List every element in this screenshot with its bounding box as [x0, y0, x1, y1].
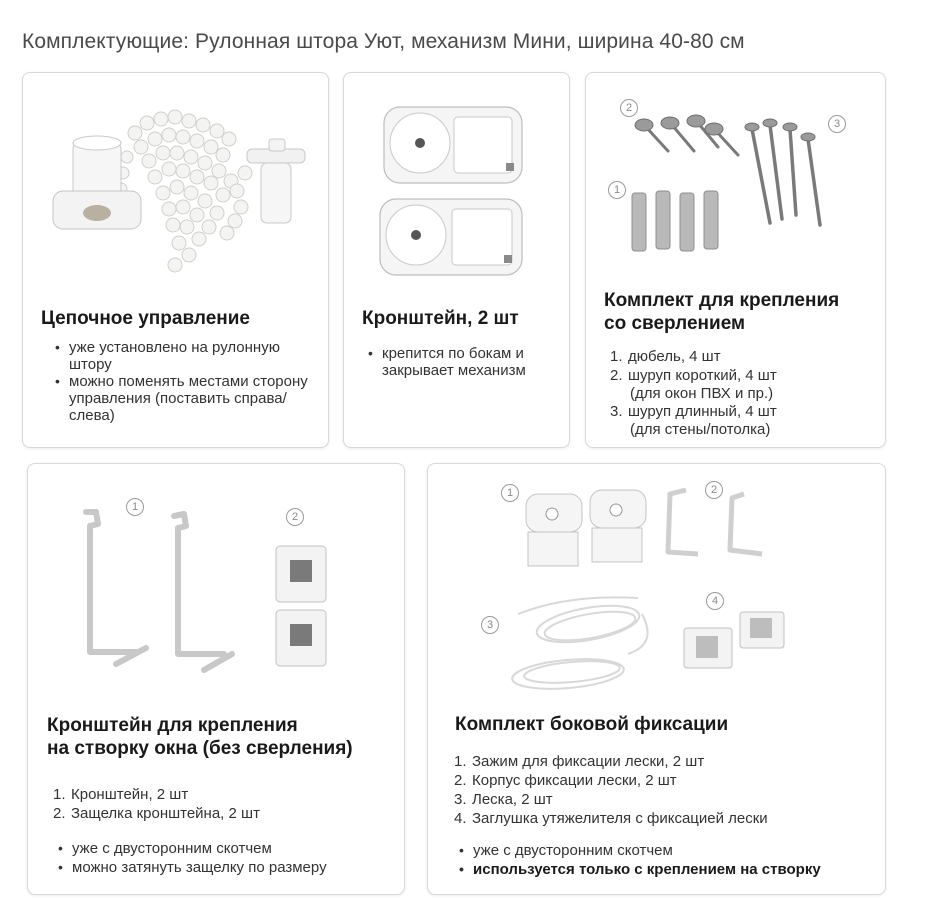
bracket-bullets: [366, 345, 556, 379]
list-item: • можно поменять местами сторону управления (поставить справа/слева): [53, 373, 313, 424]
list-item: 3. Леска, 2 шт: [454, 791, 553, 808]
drilling-heading-line2: со сверлением: [604, 313, 746, 334]
side-fixation-items: [454, 752, 874, 828]
card-chain-control: [22, 72, 329, 448]
badge-1: 1: [608, 181, 626, 199]
list-item: • уже установлено на рулонную штору: [53, 339, 313, 373]
badge-2: 2: [620, 99, 638, 117]
drilling-items: [610, 347, 870, 438]
badge-3: 3: [481, 616, 499, 634]
list-item: 1. Кронштейн, 2 шт: [53, 786, 189, 803]
list-item: • используется только с креплением на створку: [457, 860, 877, 879]
card-sash-bracket: [27, 463, 405, 895]
badge-2: 2: [286, 508, 304, 526]
list-item: 2. Корпус фиксации лески, 2 шт: [454, 772, 677, 789]
bracket-image: [344, 73, 569, 293]
sash-bullets: [56, 839, 396, 877]
screws-and-dowels-image: [586, 73, 885, 253]
badge-2: 2: [705, 481, 723, 499]
sash-items: [53, 785, 383, 823]
side-fixation-image: [428, 464, 885, 704]
chain-mechanism-image: [23, 73, 328, 293]
list-item: • можно затянуть защелку по размеру: [56, 858, 396, 877]
chain-control-heading: Цепочное управление: [41, 308, 250, 329]
side-fixation-bullets: [457, 841, 877, 879]
drilling-heading: [604, 289, 839, 335]
sash-heading: [47, 714, 353, 760]
card-side-fixation: [427, 463, 886, 895]
list-item: 2. шуруп короткий, 4 шт (для окон ПВХ и пр.): [610, 367, 777, 402]
sash-heading-line1: Кронштейн для крепления: [47, 715, 298, 736]
list-item: 4. Заглушка утяжелителя с фиксацией лески: [454, 810, 768, 827]
card-drilling-kit: [585, 72, 886, 448]
badge-3: 3: [828, 115, 846, 133]
list-item: • крепится по бокам и закрывает механизм: [366, 345, 556, 379]
list-item: • уже с двусторонним скотчем: [457, 841, 877, 860]
chain-control-bullets: [53, 339, 313, 424]
sash-bracket-image: [28, 464, 404, 684]
list-item: 3. шуруп длинный, 4 шт (для стены/потолка): [610, 403, 777, 438]
page-title: Комплектующие: Рулонная штора Уют, механизм Мини, ширина 40-80 см: [22, 30, 745, 53]
card-bracket: [343, 72, 570, 448]
list-item: • уже с двусторонним скотчем: [56, 839, 396, 858]
list-item: 1. Зажим для фиксации лески, 2 шт: [454, 753, 705, 770]
drilling-heading-line1: Комплект для крепления: [604, 290, 840, 311]
side-fixation-heading: Комплект боковой фиксации: [455, 714, 729, 735]
badge-1: 1: [501, 484, 519, 502]
list-item: 1. дюбель, 4 шт: [610, 348, 721, 365]
list-item: 2. Защелка кронштейна, 2 шт: [53, 805, 260, 822]
sash-heading-line2: на створку окна (без сверления): [47, 738, 353, 759]
bracket-heading: Кронштейн, 2 шт: [362, 308, 519, 329]
badge-4: 4: [706, 592, 724, 610]
badge-1: 1: [126, 498, 144, 516]
